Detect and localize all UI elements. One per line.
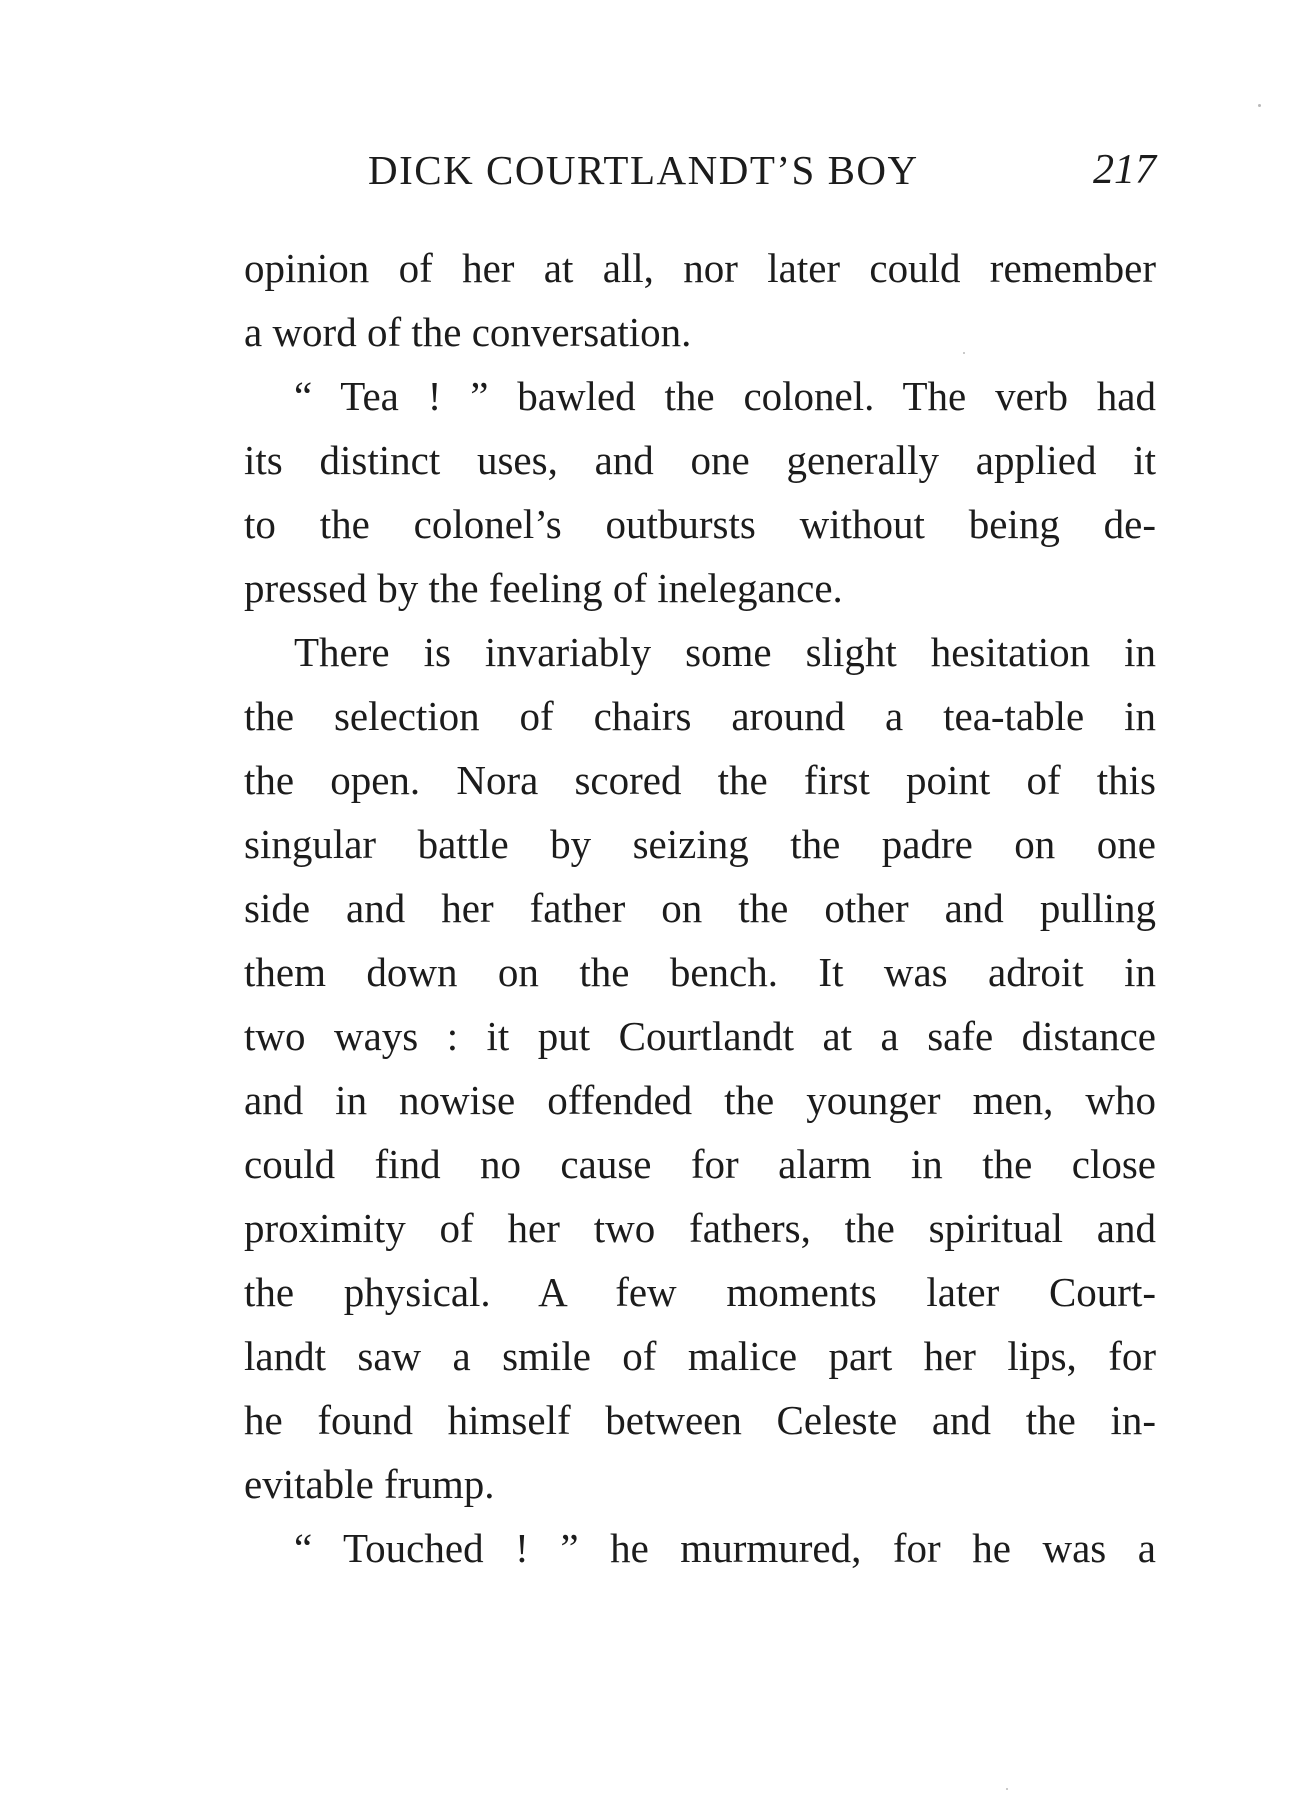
- text-line: he found himself between Celeste and the in-: [244, 1397, 1156, 1443]
- text-line: singular battle by seizing the padre on one: [244, 821, 1156, 867]
- page-number: 217: [1093, 147, 1156, 193]
- scan-speck: [1006, 1788, 1008, 1790]
- text-line: the selection of chairs around a tea-table in: [244, 693, 1156, 739]
- text-line: the open. Nora scored the first point of this: [244, 757, 1156, 803]
- text-line: could find no cause for alarm in the close: [244, 1141, 1156, 1187]
- text-line: a word of the conversation.: [244, 309, 692, 355]
- text-line: them down on the bench. It was adroit in: [244, 949, 1156, 995]
- scan-speck: [963, 352, 965, 354]
- text-line: opinion of her at all, nor later could remember: [244, 245, 1156, 291]
- running-head: [244, 140, 1156, 200]
- scan-speck: [1258, 104, 1261, 107]
- text-line: pressed by the feeling of inelegance.: [244, 565, 843, 611]
- text-line: the physical. A few moments later Court-: [244, 1269, 1156, 1315]
- text-line: and in nowise offended the younger men, who: [244, 1077, 1156, 1123]
- text-line: There is invariably some slight hesitation in: [294, 629, 1156, 675]
- body-text: [244, 236, 1156, 1580]
- text-line: to the colonel’s outbursts without being de-: [244, 501, 1156, 547]
- text-line: proximity of her two fathers, the spiritual and: [244, 1205, 1156, 1251]
- text-line: “ Tea ! ” bawled the colonel. The verb had: [294, 373, 1156, 419]
- running-head-title: DICK COURTLANDT’S BOY: [368, 147, 919, 193]
- text-line: two ways : it put Courtlandt at a safe distance: [244, 1013, 1156, 1059]
- text-line: its distinct uses, and one generally applied it: [244, 437, 1156, 483]
- text-line: side and her father on the other and pulling: [244, 885, 1156, 931]
- text-line: evitable frump.: [244, 1461, 495, 1507]
- text-line: landt saw a smile of malice part her lips, for: [244, 1333, 1156, 1379]
- text-line: “ Touched ! ” he murmured, for he was a: [294, 1525, 1156, 1571]
